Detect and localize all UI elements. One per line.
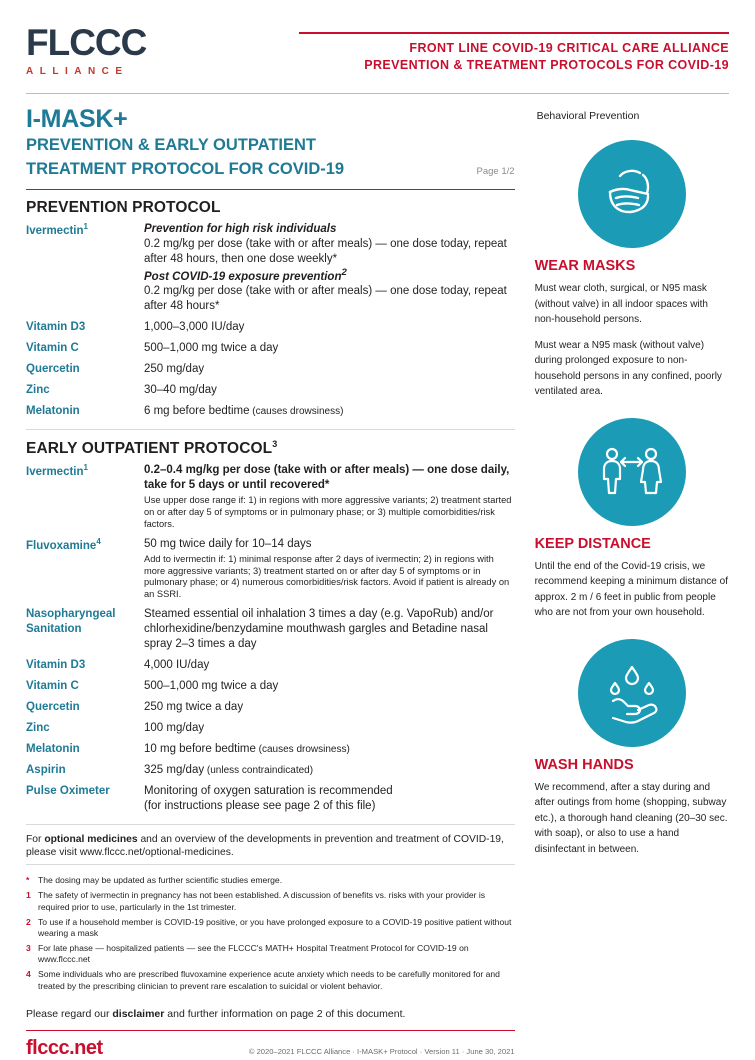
dose-description	[144, 607, 515, 658]
protocol-row	[26, 222, 515, 320]
sidebar-block	[535, 639, 729, 858]
logo-subtitle: ALLIANCE	[26, 66, 129, 77]
footnotes-list	[26, 875, 515, 992]
header-titles	[299, 18, 729, 74]
optional-prefix: For	[26, 833, 45, 845]
regard-suffix: and further information on page 2 of this document.	[164, 1007, 406, 1020]
drug-name: Vitamin D3	[26, 321, 86, 334]
drug-name: Quercetin	[26, 700, 80, 713]
protocol-row	[26, 700, 515, 721]
outpatient-heading-text: EARLY OUTPATIENT PROTOCOL	[26, 440, 273, 458]
wash-hands-icon	[578, 639, 686, 747]
dose-text: 50 mg twice daily for 10–14 days	[144, 537, 312, 550]
regard-prefix: Please regard our	[26, 1007, 113, 1020]
footnote-text: Some individuals who are prescribed fluvoxamine experience acute anxiety which needs to be carefully monitored for and treated by the prescribing clinician to prevent rare escalation to suicidal or violent behavior.	[38, 969, 500, 991]
footnote-marker: 2	[26, 916, 31, 927]
footnote-text: For late phase — hospitalized patients — see the FLCCC's MATH+ Hospital Treatment Protocol for COVID-19 on www.flccc.net	[38, 943, 469, 965]
dose-text: 0.2 mg/kg per dose (take with or after meals) — one dose today, repeat after 48 hours*	[144, 285, 507, 313]
dose-description	[144, 537, 515, 608]
dose-text: 500–1,000 mg twice a day	[144, 342, 279, 355]
drug-name: Nasopharyngeal Sanitation	[26, 608, 116, 635]
page-number: Page 1/2	[476, 165, 515, 177]
regard-bold: disclaimer	[112, 1007, 165, 1020]
dose-text: Steamed essential oil inhalation 3 times a day (e.g. VapoRub) and/or chlorhexidine/benzydamine mouthwash gargles and Betadine nasal spray 2–3 times a day	[144, 608, 494, 651]
dose-inline-note: (causes drowsiness)	[249, 406, 344, 418]
dose-text: 250 mg twice a day	[144, 700, 244, 713]
sidebar-block-paragraph: Must wear a N95 mask (without valve) during prolonged exposure to non-household persons in any confined, poorly ventilated area.	[534, 339, 722, 397]
protocol-row	[26, 537, 515, 608]
dose-text: 250 mg/day	[144, 363, 205, 376]
protocol-row	[26, 763, 515, 784]
sidebar-block-title: WEAR MASKS	[534, 258, 636, 274]
header-bottom-divider	[26, 93, 729, 94]
drug-name: Vitamin C	[26, 342, 79, 355]
drug-name: Melatonin	[26, 405, 80, 418]
dose-text: 0.2–0.4 mg/kg per dose (take with or after meals) — one dose daily, take for 5 days or until recovered*	[144, 464, 510, 492]
dose-description	[144, 404, 515, 425]
outpatient-heading	[26, 439, 515, 458]
footnote-marker: 2	[341, 266, 347, 278]
protocol-title: I-MASK+	[26, 105, 128, 133]
protocol-subtitle-line1: PREVENTION & EARLY OUTPATIENT	[26, 136, 317, 155]
footer-divider	[26, 1030, 515, 1031]
dose-text: 0.2 mg/kg per dose (take with or after meals) — one dose today, repeat after 48 hours, then one dose weekly*	[144, 237, 507, 265]
dose-description	[144, 784, 515, 820]
sidebar-heading: Behavioral Prevention	[536, 110, 640, 122]
disclaimer-note	[26, 1008, 515, 1020]
content-columns	[26, 106, 729, 1060]
drug-name: Pulse Oximeter	[26, 784, 110, 797]
dose-inline-note: (unless contraindicated)	[204, 764, 314, 776]
header-divider	[299, 32, 729, 34]
dose-text: 325 mg/day (unless contraindicated)	[144, 763, 314, 776]
face-mask-icon	[578, 140, 686, 248]
dose-description	[144, 320, 515, 341]
flccc-logo	[26, 18, 146, 77]
dose-description	[144, 721, 515, 742]
dose-subheading: Post COVID-19 exposure prevention$^2$	[144, 266, 347, 283]
dose-text: 100 mg/day	[144, 721, 205, 734]
dose-note: Add to ivermectin if: 1) minimal response after 2 days of ivermectin; 2) in regions with more aggressive variants; 3) treatment started on or after day 5 of symptoms or in pulmonary phase; or 4) numerous comorbidities/risk factors. Avoid if patient is already on an SSRI.	[144, 553, 510, 600]
footnote-item	[26, 890, 515, 912]
footnote-marker: *	[26, 875, 30, 886]
prevention-heading: PREVENTION PROTOCOL	[26, 198, 221, 216]
footnote-marker: 4	[96, 536, 101, 546]
title-divider	[26, 189, 515, 190]
prevention-table	[26, 222, 515, 425]
footnotes-divider	[26, 864, 515, 865]
dose-description	[144, 658, 515, 679]
dose-description	[144, 362, 515, 383]
page-header	[26, 18, 729, 83]
section-divider	[26, 429, 515, 430]
drug-name: Ivermectin$^1$	[26, 221, 88, 237]
footnote-marker: 1	[83, 463, 88, 473]
footnote-item	[26, 969, 515, 991]
footnote-item	[26, 917, 515, 939]
protocol-row	[26, 383, 515, 404]
footnote-marker: 1	[26, 890, 31, 901]
protocol-row	[26, 341, 515, 362]
sidebar-block-paragraph: Must wear cloth, surgical, or N95 mask (without valve) in all indoor spaces with non-household persons.	[534, 283, 708, 325]
protocol-row	[26, 784, 515, 820]
dose-text: 4,000 IU/day	[144, 659, 210, 671]
drug-name: Aspirin	[26, 763, 66, 776]
dose-text: (for instructions please see page 2 of this file)	[144, 799, 376, 812]
protocol-row	[26, 607, 515, 658]
drug-name: Quercetin	[26, 363, 80, 376]
dose-description	[144, 742, 515, 763]
protocol-subtitle-line2: TREATMENT PROTOCOL FOR COVID-19	[26, 160, 345, 179]
header-line-1: FRONT LINE COVID-19 CRITICAL CARE ALLIANCE	[409, 41, 729, 55]
protocol-row	[26, 463, 515, 537]
dose-description	[144, 763, 515, 784]
drug-name: Zinc	[26, 721, 50, 734]
protocol-title-block	[26, 106, 515, 190]
dose-text: 1,000–3,000 IU/day	[144, 321, 245, 334]
protocol-row	[26, 362, 515, 383]
sidebar-block	[535, 140, 729, 400]
dose-text: 10 mg before bedtime (causes drowsiness)	[144, 742, 350, 755]
page-footer	[26, 1037, 515, 1060]
protocol-row	[26, 658, 515, 679]
optional-bold: optional medicines	[44, 833, 138, 845]
sidebar	[535, 106, 729, 1060]
dose-text: 500–1,000 mg twice a day	[144, 679, 279, 692]
drug-name: Vitamin D3	[26, 659, 86, 671]
sidebar-block-paragraph: Until the end of the Covid-19 crisis, we recommend keeping a minimum distance of approx. 2 m / 6 feet in public from people who are not from your own household.	[534, 560, 728, 618]
dose-description	[144, 222, 515, 320]
drug-name: Zinc	[26, 384, 50, 397]
dose-subheading: Prevention for high risk individuals	[144, 222, 337, 235]
dose-description	[144, 679, 515, 700]
footnote-text: To use if a household member is COVID-19 positive, or you have prolonged exposure to a COVID-19 positive patient without wearing a mask	[38, 916, 512, 938]
header-line-2: PREVENTION & TREATMENT PROTOCOLS FOR COVID-19	[364, 57, 729, 72]
dose-text: Monitoring of oxygen saturation is recommended	[144, 784, 393, 797]
protocol-row	[26, 721, 515, 742]
footnote-item	[26, 943, 515, 965]
footnote-text: The dosing may be updated as further scientific studies emerge.	[38, 875, 283, 886]
sidebar-block-paragraph: We recommend, after a stay during and after outings from home (shopping, subway etc.), a thorough hand cleaning (20–30 sec. with soap), or also to use a hand disinfectant in between.	[534, 781, 728, 855]
outpatient-table	[26, 463, 515, 819]
dose-text: 30–40 mg/day	[144, 384, 217, 397]
drug-name: Ivermectin$^1$	[26, 463, 88, 478]
dose-inline-note: (causes drowsiness)	[255, 743, 350, 755]
social-distance-icon	[578, 418, 686, 526]
main-column	[26, 106, 515, 1060]
dose-description	[144, 341, 515, 362]
footnote-marker: 4	[26, 969, 31, 980]
drug-name: Melatonin	[26, 742, 80, 755]
logo-wordmark: FLCCC	[26, 22, 147, 63]
drug-name: Fluvoxamine$^4$	[26, 536, 101, 552]
footnote-marker: 1	[83, 221, 88, 231]
outpatient-heading-sup: 3	[272, 438, 278, 449]
website-link[interactable]: flccc.net	[26, 1036, 103, 1059]
sidebar-block-title: WASH HANDS	[534, 756, 634, 773]
sidebar-block-title: KEEP DISTANCE	[534, 535, 651, 552]
optional-medicines-note	[26, 833, 515, 861]
sidebar-block	[535, 418, 729, 621]
drug-name: Vitamin C	[26, 679, 79, 692]
dose-note: Use upper dose range if: 1) in regions with more aggressive variants; 2) treatment started on or after day 5 of symptoms or in pulmonary phase; or 3) multiple comorbidities/risk factors.	[144, 495, 512, 529]
optional-suffix: and an overview of the developments in prevention and treatment of COVID-19, please visit www.flccc.net/optional-medicines.	[26, 833, 504, 859]
dose-description	[144, 463, 515, 537]
optional-divider	[26, 824, 515, 825]
copyright-text: © 2020–2021 FLCCC Alliance · I-MASK+ Protocol · Version 11 · June 30, 2021	[248, 1046, 515, 1056]
dose-description	[144, 383, 515, 404]
dose-description	[144, 700, 515, 721]
protocol-row	[26, 320, 515, 341]
footnote-marker: 3	[26, 943, 31, 954]
protocol-row	[26, 742, 515, 763]
protocol-row	[26, 679, 515, 700]
footnote-text: The safety of ivermectin in pregnancy has not been established. A discussion of benefits vs. risks with your provider is required prior to use, particularly in the 1st trimester.	[38, 890, 486, 912]
protocol-row	[26, 404, 515, 425]
dose-text: 6 mg before bedtime (causes drowsiness)	[144, 405, 344, 418]
footnote-item	[26, 875, 515, 886]
